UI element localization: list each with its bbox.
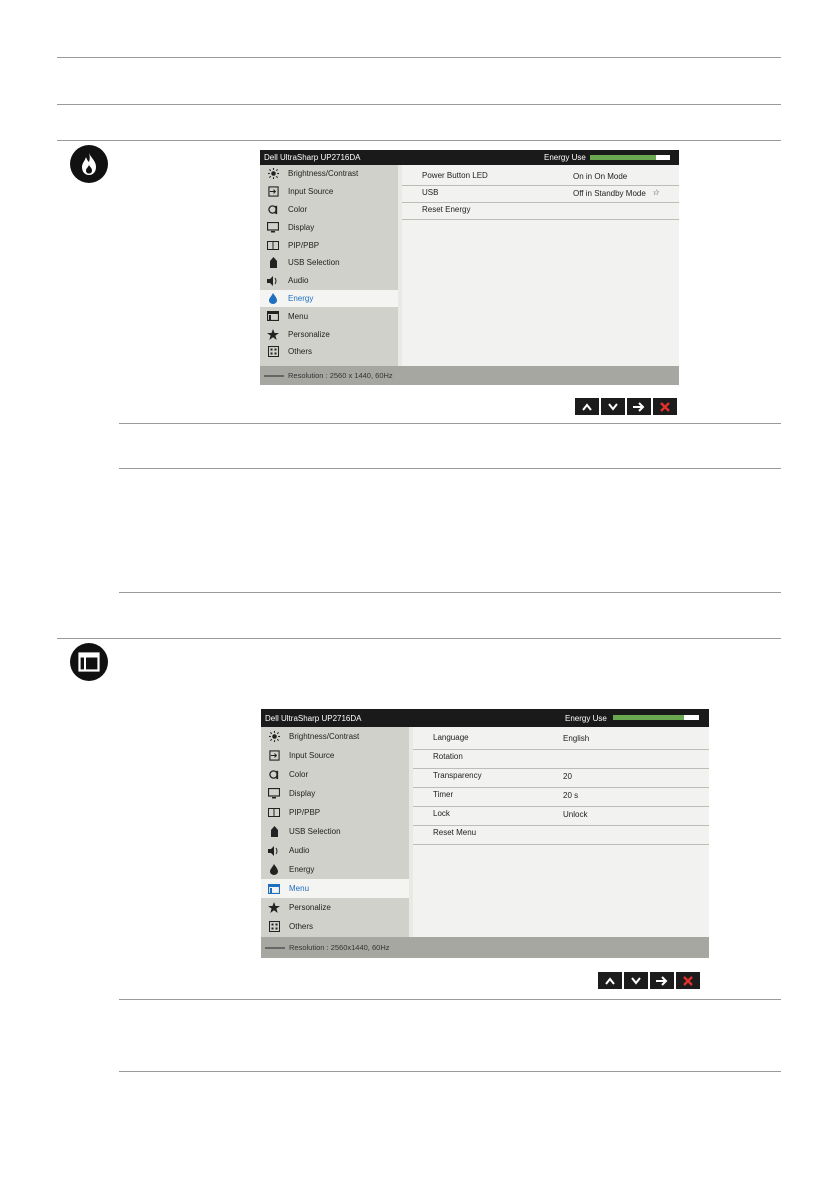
osd-submenu (413, 727, 709, 937)
up-arrow-icon (582, 403, 592, 411)
osd-menu-item[interactable] (260, 236, 398, 254)
osd-main-menu (260, 165, 398, 366)
display-icon (267, 222, 279, 232)
osd-menu-item-label: Brightness/Contrast (288, 169, 359, 179)
divider (57, 104, 781, 105)
down-arrow-icon (608, 403, 618, 411)
osd-option-row[interactable] (413, 788, 709, 807)
osd-status-bar (261, 937, 709, 958)
close-x-icon (683, 976, 693, 986)
osd-menu-item[interactable] (261, 822, 409, 841)
osd-title-bar (260, 150, 679, 165)
osd-menu-item[interactable] (260, 254, 398, 272)
right-arrow-button[interactable] (627, 398, 651, 415)
up-arrow-button[interactable] (575, 398, 599, 415)
close-x-icon (660, 402, 670, 412)
osd-menu-item[interactable] (260, 272, 398, 290)
usb-icon (268, 827, 280, 837)
osd-nav-buttons (575, 398, 677, 415)
down-arrow-button[interactable] (601, 398, 625, 415)
osd-menu-item[interactable] (261, 727, 409, 746)
energy-flame-icon (70, 145, 108, 183)
close-x-button[interactable] (653, 398, 677, 415)
osd-option-label: Reset Menu (433, 828, 477, 837)
osd-menu-item-label: Personalize (289, 903, 331, 912)
osd-menu-item[interactable] (260, 343, 398, 361)
right-arrow-button[interactable] (650, 972, 674, 989)
status-dash-icon (264, 375, 284, 377)
osd-menu-item[interactable] (260, 218, 398, 236)
osd-nav-buttons (598, 972, 700, 989)
osd-menu-item-label: PIP/PBP (289, 808, 321, 817)
color-icon (268, 770, 280, 780)
osd-option-label: Lock (433, 809, 450, 818)
osd-option-value: Unlock (563, 810, 588, 819)
osd-menu-item[interactable] (261, 765, 409, 784)
energy-use-label: Energy Use (565, 713, 607, 723)
osd-menu-item-label: PIP/PBP (288, 240, 320, 250)
monitor-model-title: Dell UltraSharp UP2716DA (264, 153, 361, 162)
osd-option-label: Timer (433, 790, 454, 799)
osd-menu-item[interactable] (261, 879, 409, 898)
osd-menu-item[interactable] (260, 183, 398, 201)
others-icon (267, 347, 279, 357)
osd-option-row[interactable] (413, 826, 709, 845)
resolution-text: Resolution : 2560x1440, 60Hz (289, 943, 390, 952)
osd-menu-item-label: Color (288, 204, 308, 214)
osd-menu-item[interactable] (261, 860, 409, 879)
osd-menu-item-label: Display (289, 789, 316, 798)
osd-menu-item-label: USB Selection (289, 827, 341, 836)
resolution-text: Resolution : 2560 x 1440, 60Hz (288, 371, 393, 380)
speaker-icon (268, 846, 280, 856)
osd-status-bar (260, 366, 679, 385)
down-arrow-button[interactable] (624, 972, 648, 989)
osd-menu-item-label: Energy (288, 293, 314, 303)
right-arrow-icon (633, 402, 645, 412)
osd-menu-item-label: Brightness/Contrast (289, 732, 360, 741)
osd-menu-item-label: USB Selection (288, 258, 340, 268)
osd-option-row[interactable] (402, 203, 679, 220)
osd-menu-item-label: Energy (289, 865, 315, 874)
usb-icon (267, 258, 279, 268)
energy-use-fill (590, 155, 656, 160)
energy-star-icon: ☆ (652, 188, 660, 197)
up-arrow-icon (605, 977, 615, 985)
close-x-button[interactable] (676, 972, 700, 989)
osd-option-value: 20 s (563, 791, 579, 800)
osd-menu-item-label: Others (289, 922, 314, 931)
osd-main-menu (261, 727, 409, 937)
osd-menu-item[interactable] (260, 325, 398, 343)
osd-option-label: Language (433, 733, 469, 742)
divider (57, 57, 781, 58)
star-icon (267, 329, 279, 339)
energy-use-bar (613, 715, 699, 720)
osd-screen (261, 709, 709, 958)
flame-icon (268, 865, 280, 875)
osd-menu-item[interactable] (261, 784, 409, 803)
osd-title-bar (261, 709, 709, 727)
input-source-icon (267, 187, 279, 197)
pip-icon (267, 240, 279, 250)
osd-menu-item[interactable] (261, 803, 409, 822)
osd-menu-item-label: Audio (288, 276, 309, 286)
energy-use-bar (590, 155, 670, 160)
osd-menu-item-label: Color (289, 770, 309, 779)
osd-menu-item[interactable] (261, 746, 409, 765)
star-icon (268, 903, 280, 913)
divider (119, 592, 781, 593)
down-arrow-icon (631, 977, 641, 985)
osd-menu-item[interactable] (261, 898, 409, 917)
divider (119, 999, 781, 1000)
osd-menu-item[interactable] (261, 841, 409, 860)
divider (57, 140, 781, 141)
osd-menu-item-label: Input Source (289, 751, 335, 760)
energy-use-label: Energy Use (544, 153, 586, 162)
osd-menu-item[interactable] (260, 201, 398, 219)
right-arrow-icon (656, 976, 668, 986)
osd-menu-item-label: Audio (289, 846, 310, 855)
flame-icon (267, 293, 279, 303)
osd-screen (260, 150, 679, 385)
status-dash-icon (265, 947, 285, 949)
osd-option-value: 20 (563, 772, 572, 781)
osd-menu-item-label: Display (288, 222, 315, 232)
divider (119, 468, 781, 469)
osd-menu-item-label: Input Source (288, 187, 334, 197)
sun-icon (268, 732, 280, 742)
osd-option-row[interactable] (402, 186, 679, 203)
sun-icon (267, 169, 279, 179)
osd-menu-item[interactable] (261, 917, 409, 936)
osd-option-label: Rotation (433, 752, 463, 761)
osd-option-row[interactable] (413, 807, 709, 826)
pip-icon (268, 808, 280, 818)
osd-option-row[interactable] (402, 169, 679, 186)
menu-window-icon (70, 643, 108, 681)
osd-menu-item-label: Personalize (288, 329, 330, 339)
osd-option-row[interactable] (413, 769, 709, 788)
osd-option-value: On in On Mode (573, 172, 628, 181)
osd-menu-item[interactable] (260, 307, 398, 325)
osd-submenu (402, 165, 679, 366)
osd-option-label: Transparency (433, 771, 482, 780)
osd-menu-item[interactable] (260, 290, 398, 308)
display-icon (268, 789, 280, 799)
speaker-icon (267, 276, 279, 286)
up-arrow-button[interactable] (598, 972, 622, 989)
osd-option-label: USB (422, 188, 439, 197)
menu-icon (268, 884, 280, 894)
osd-option-row[interactable] (413, 731, 709, 750)
osd-option-value: English (563, 734, 590, 743)
others-icon (268, 922, 280, 932)
divider (57, 638, 781, 639)
divider (119, 423, 781, 424)
osd-menu-item-label: Menu (289, 884, 310, 893)
monitor-model-title: Dell UltraSharp UP2716DA (265, 713, 362, 723)
input-source-icon (268, 751, 280, 761)
energy-use-fill (613, 715, 684, 720)
osd-option-value: Off in Standby Mode (573, 189, 646, 198)
divider (119, 1071, 781, 1072)
osd-option-label: Power Button LED (422, 171, 488, 180)
osd-menu-item-label: Menu (288, 311, 309, 321)
osd-menu-item[interactable] (260, 165, 398, 183)
osd-option-row[interactable] (413, 750, 709, 769)
osd-option-label: Reset Energy (422, 205, 471, 214)
color-icon (267, 204, 279, 214)
osd-menu-item-label: Others (288, 347, 313, 357)
menu-icon (267, 311, 279, 321)
